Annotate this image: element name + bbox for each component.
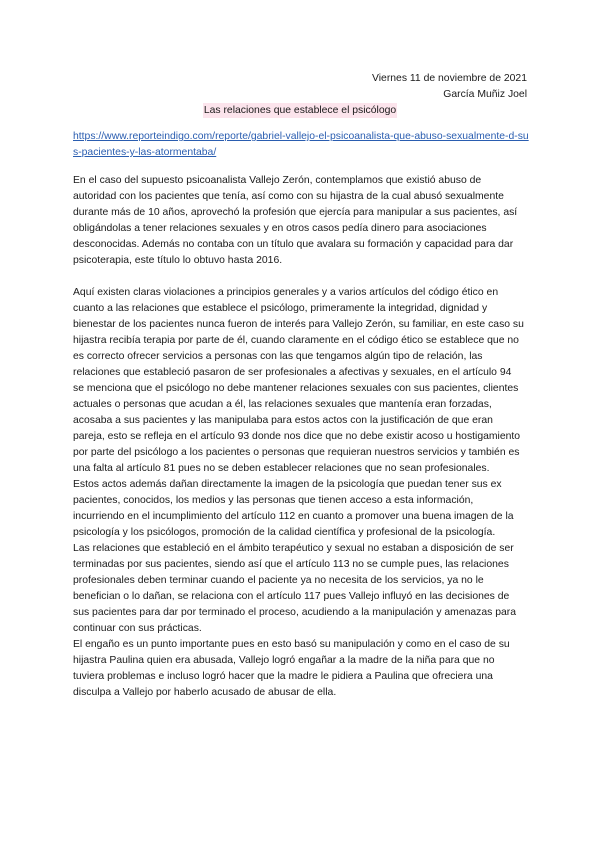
- paragraph: Las relaciones que estableció en el ámbito terapéutico y sexual no estaban a disposición de ser terminadas por sus pacientes, siendo así que el artículo 113 no se cumple pues, las relaciones profesionales deben terminar cuando el paciente ya no necesita de los servicios, ya no le benefician o lo dañan, se relaciona con el artículo 117 pues Vallejo influyó en las decisiones de sus pacientes para dar por terminado el proceso, acudiendo a la manipulación y amenazas para continuar con sus prácticas.: [73, 543, 517, 634]
- document-title: Las relaciones que establece el psicólogo: [203, 105, 397, 116]
- date-line: Viernes 11 de noviembre de 2021: [371, 73, 527, 84]
- document-body: [73, 173, 525, 701]
- paragraph-gap: [73, 269, 525, 285]
- paragraph: Estos actos además dañan directamente la imagen de la psicología que puedan tener sus ex pacientes, conocidos, los medios y las personas que tienen acceso a esta información, incurriendo en el incumplimiento del artículo 112 en cuanto a promover una buena imagen de la psicología y los psicólogos, promoción de la calidad científica y profesional de la psicología.: [73, 479, 514, 538]
- paragraph: Aquí existen claras violaciones a principios generales y a varios artículos del código ético en cuanto a las relaciones que establece el psicólogo, primeramente la integridad, dignidad y bienestar de los pacientes nunca fueron de interés para Vallejo Zerón, su familiar, en este caso su hijastra recibía terapia por parte de él, cuando claramente en el código ético se establece que no es correcto ofrecer servicios a personas con las que tengamos algún tipo de relación, las relaciones que estableció pasaron de ser profesionales a afectivas y sexuales, en el artículo 94 se menciona que el psicólogo no debe mantener relaciones sexuales con sus pacientes, clientes actuales o personas que acudan a él, las relaciones sexuales que mantenía eran forzadas, acosaba a sus pacientes y las manipulaba para estos actos con la justificación de que eran pareja, esto se refleja en el artículo 93 donde nos dice que no debe existir acoso u hostigamiento por parte del psicólogo a los pacientes o personas que requieran nuestros servicios y también es una falta al artículo 81 pues no se deben establecer relaciones que no sean profesionales.: [73, 287, 524, 474]
- title-container: [0, 100, 600, 118]
- paragraph: El engaño es un punto importante pues en esto basó su manipulación y como en el caso de su hijastra Paulina quien era abusada, Vallejo logró engañar a la madre de la niña para que no tuviera problemas e incluso logró hacer que la madre le pidiera a Paulina que ofreciera una disculpa a Vallejo por haberlo acusado de abusar de ella.: [73, 639, 510, 698]
- author-line: García Muñiz Joel: [443, 89, 527, 100]
- paragraph: En el caso del supuesto psicoanalista Vallejo Zerón, contemplamos que existió abuso de autoridad con los pacientes que tenía, así como con su hijastra de la cual abusó sexualmente durante más de 10 años, aprovechó la profesión que ejercía para manipular a sus pacientes, así obligándolas a tener relaciones sexuales y en otros casos pedía dinero para asociaciones desconocidas. Además no contaba con un título que avalara su formación y capacidad para dar psicoterapia, este título lo obtuvo hasta 2016.: [73, 175, 518, 266]
- document-header: [372, 71, 527, 103]
- source-link[interactable]: https://www.reporteindigo.com/reporte/gabriel-vallejo-el-psicoanalista-que-abuso-sexualmente-d-sus-pacientes-y-las-atormentaba/: [73, 131, 529, 158]
